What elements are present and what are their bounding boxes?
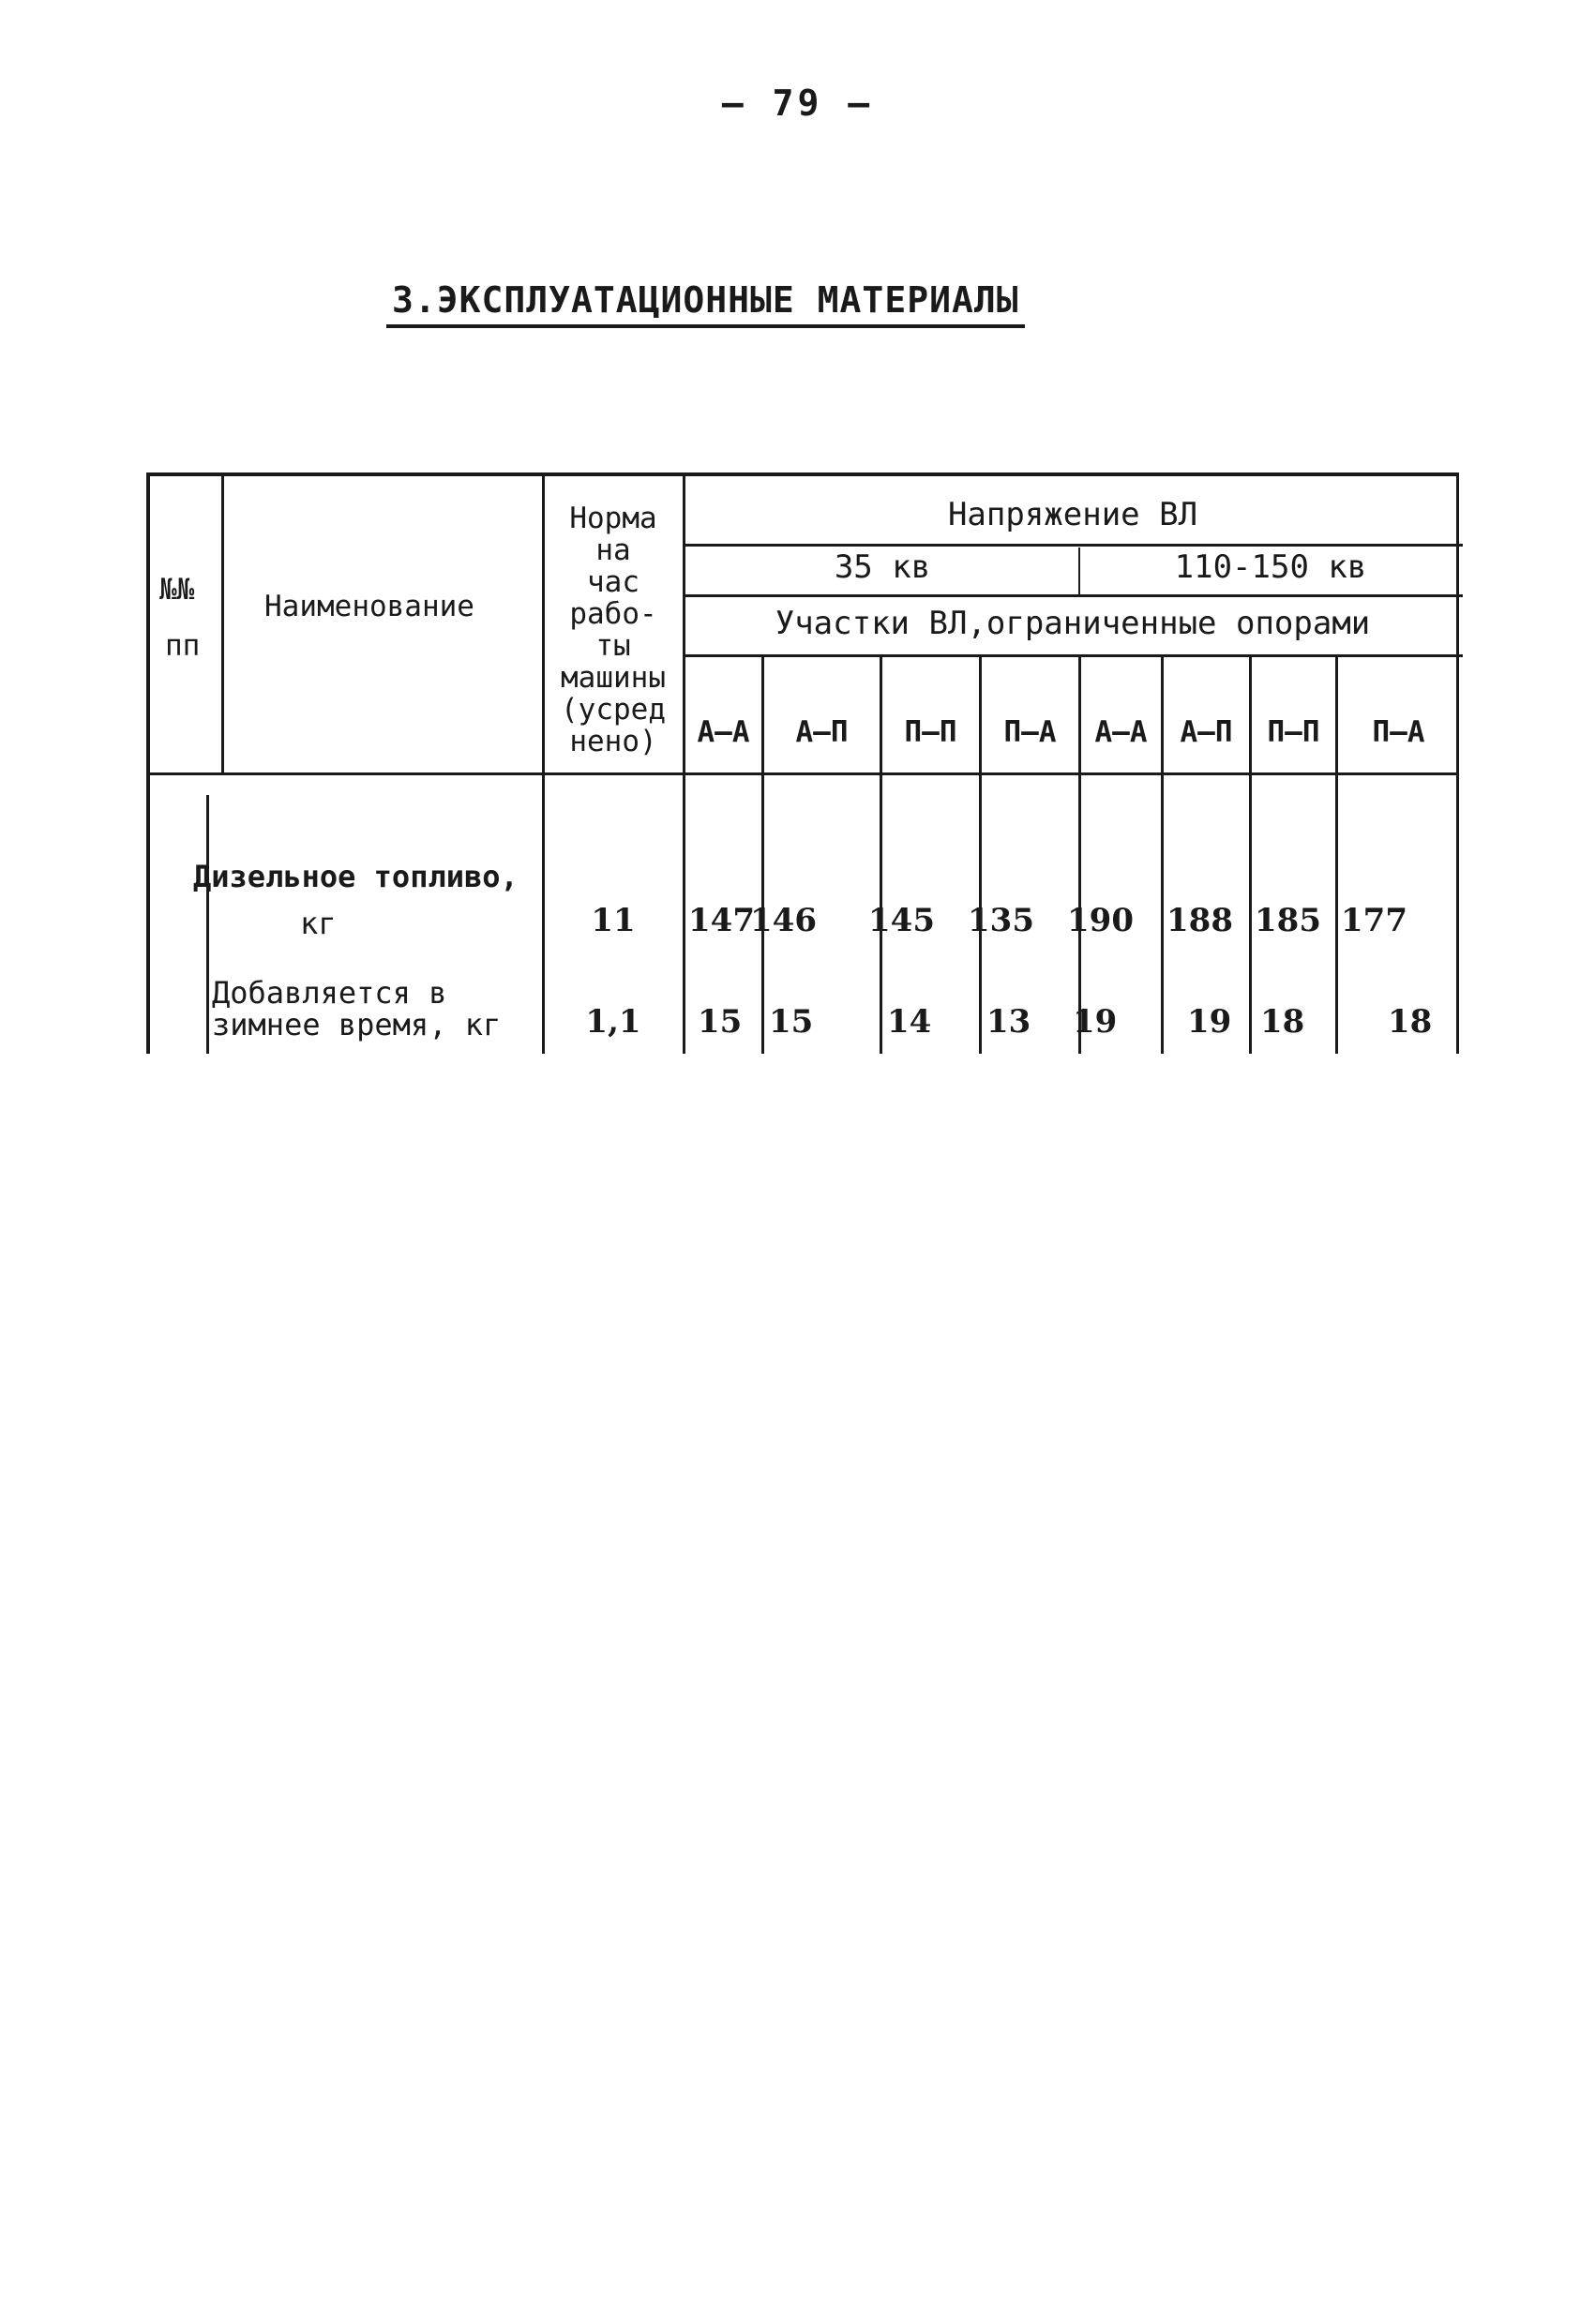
row-divider-voltage: [683, 544, 1463, 547]
row-1-value-6: 188: [1166, 902, 1233, 939]
subcol-header-7: П–П: [1267, 715, 1320, 749]
row-2-value-1: 15: [698, 1003, 743, 1041]
col-divider-norm: [683, 476, 685, 1054]
subcol-header-1: А–А: [697, 715, 750, 749]
kv-divider: [1078, 547, 1080, 594]
section-title: 3.ЭКСПЛУАТАЦИОННЫЕ МАТЕРИАЛЫ: [386, 279, 1025, 328]
subcol-header-3: П–П: [904, 715, 957, 749]
header-norm-line-6: машины: [561, 661, 666, 695]
page-number: – 79 –: [721, 82, 874, 124]
header-norm-line-4: рабо-: [569, 597, 657, 631]
header-num: №№: [159, 573, 195, 607]
row-1-name-line-2: кг: [300, 906, 337, 941]
row-2-value-7: 18: [1260, 1003, 1305, 1041]
subcol-header-5: А–А: [1094, 715, 1148, 749]
header-norm-line-5: ты: [595, 629, 631, 663]
col-divider-num: [221, 476, 224, 772]
row-divider-kv: [683, 594, 1463, 597]
subcol-header-6: А–П: [1180, 715, 1233, 749]
subcol-header-8: П–А: [1372, 715, 1425, 749]
header-35kv: 35 кв: [834, 548, 931, 586]
header-name: Наименование: [264, 590, 474, 623]
row-2-name-line-1: Добавляется в: [212, 975, 447, 1011]
row-2-value-2: 15: [769, 1003, 814, 1041]
header-sections: Участки ВЛ,ограниченные опорами: [775, 605, 1371, 642]
header-norm-line-2: на: [595, 533, 631, 567]
subcol-divider-2: [880, 654, 882, 1054]
row-1-value-7: 185: [1255, 902, 1321, 939]
row-1-value-5: 190: [1067, 902, 1134, 939]
subcol-divider-1: [761, 654, 764, 1054]
row-1-value-1: 147: [688, 902, 755, 939]
row-2-value-8: 18: [1388, 1003, 1433, 1041]
header-norm-line-3: час: [587, 565, 640, 599]
subcol-header-4: П–А: [1003, 715, 1057, 749]
row-1-value-3: 145: [868, 902, 935, 939]
header-bottom-line: [150, 772, 1459, 775]
row-2-norm: 1,1: [585, 1003, 641, 1041]
subcol-divider-5: [1161, 654, 1164, 1054]
header-voltage: Напряжение ВЛ: [947, 496, 1198, 533]
subcol-divider-7: [1335, 654, 1338, 1054]
row-1-name-line-1: Дизельное топливо,: [193, 859, 519, 894]
subcol-header-2: А–П: [795, 715, 849, 749]
subcol-divider-3: [979, 654, 982, 1054]
row-2-value-5: 19: [1073, 1003, 1118, 1041]
materials-table: [146, 472, 1459, 1054]
subcol-divider-6: [1249, 654, 1252, 1054]
row-2-name-line-2: зимнее время, кг: [212, 1007, 502, 1042]
row-1-value-4: 135: [968, 902, 1034, 939]
row-2-value-3: 14: [887, 1003, 932, 1041]
row-2-value-6: 19: [1187, 1003, 1232, 1041]
row-divider-sections: [683, 654, 1463, 657]
header-110-150kv: 110-150 кв: [1174, 548, 1367, 586]
header-norm-line-1: Норма: [569, 502, 657, 535]
header-norm-line-8: нено): [569, 725, 657, 758]
row-2-value-4: 13: [986, 1003, 1031, 1041]
row-1-value-2: 146: [750, 902, 817, 939]
header-num-pp: пп: [165, 629, 201, 663]
subcol-divider-4: [1078, 654, 1081, 1054]
row-1-value-8: 177: [1341, 902, 1407, 939]
row-1-norm: 11: [591, 902, 636, 939]
header-norm-line-7: (усред: [561, 693, 666, 727]
row-name-left-line: [206, 795, 209, 1054]
